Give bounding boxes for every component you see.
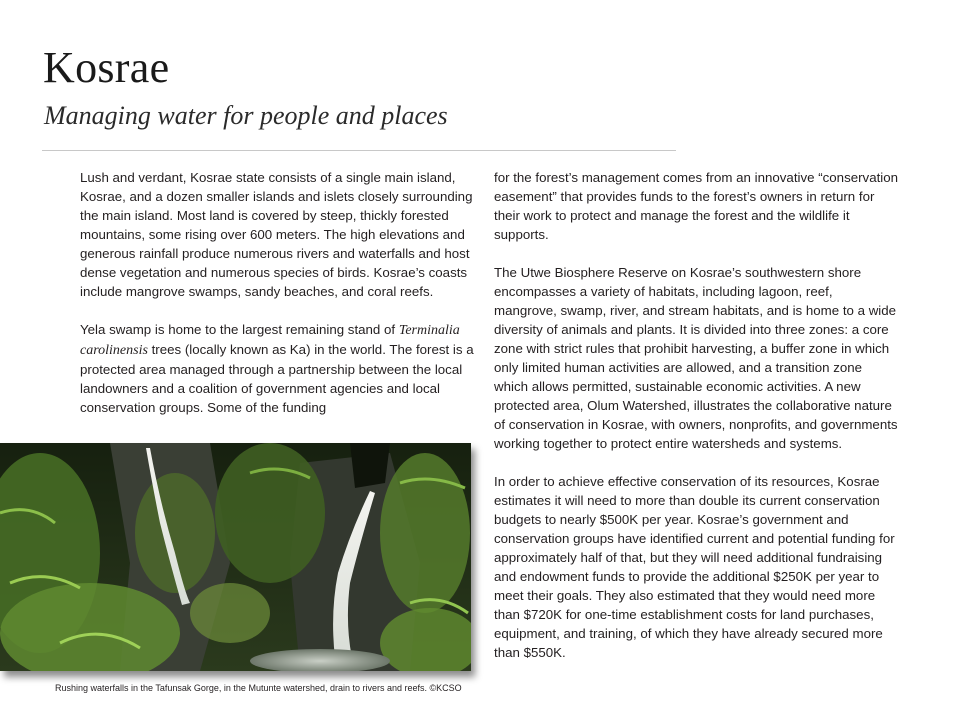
easement-paragraph: for the forest’s management comes from an innovative “conservation easement” that provides funds to the forest’s owners in return for their work to protect and manage the forest and the wildlife it supports. — [494, 170, 899, 242]
left-text-column — [80, 168, 485, 436]
right-text-column — [494, 168, 899, 681]
waterfall-illustration — [0, 443, 471, 671]
yela-swamp-paragraph — [80, 320, 485, 417]
page-subtitle: Managing water for people and places — [44, 101, 448, 130]
species-name: Terminalia carolinensis — [80, 323, 460, 358]
photo-caption: Rushing waterfalls in the Tafunsak Gorge, in the Mutunte watershed, drain to rivers and reefs. ©KCSO — [55, 683, 462, 693]
budget-paragraph: In order to achieve effective conservation of its resources, Kosrae estimates it will need to more than double its current conservation budgets to nearly $500K per year. Kosrae’s government and conservation groups have identified current and potential funding for approximately half of that, but they will need additional fundraising and endowment funds to provide the additional $250K per year to meet their goals. They also estimated that they would need more than $720K for one-time establishment costs for land purchases, equipment, and training, of which they have already secured more than $550K. — [494, 474, 895, 660]
intro-paragraph: Lush and verdant, Kosrae state consists of a single main island, Kosrae, and a dozen smaller islands and islets closely surrounding the main island. Most land is covered by steep, thickly forested mountains, some rising over 600 meters. The high elevations and generous rainfall produce numerous rivers and waterfalls and host dense vegetation and numerous species of birds. Kosrae’s coasts include mangrove swamps, sandy beaches, and coral reefs. — [80, 170, 473, 299]
waterfall-photo — [0, 443, 471, 671]
yela-text-after: trees (locally known as Ka) in the world. The forest is a protected area managed through a partnership between the local landowners and a coalition of government agencies and local conservation groups. Some of the funding — [80, 342, 474, 415]
yela-text-before: Yela swamp is home to the largest remaining stand of — [80, 322, 399, 337]
utwe-reserve-paragraph: The Utwe Biosphere Reserve on Kosrae’s southwestern shore encompasses a variety of habitats, including lagoon, reef, mangrove, swamp, river, and stream habitats, and is home to a wide diversity of animals and plants. It is divided into three zones: a core zone with strict rules that prohibit harvesting, a buffer zone in which only limited human activities are allowed, and a transition zone which allows permitted, sustainable economic activities. A new protected area, Olum Watershed, illustrates the collaborative nature of conservation in Kosrae, with owners, nonprofits, and governments working together to protect entire watersheds and systems. — [494, 265, 898, 451]
header-divider — [42, 150, 676, 151]
page-title: Kosrae — [43, 43, 170, 92]
